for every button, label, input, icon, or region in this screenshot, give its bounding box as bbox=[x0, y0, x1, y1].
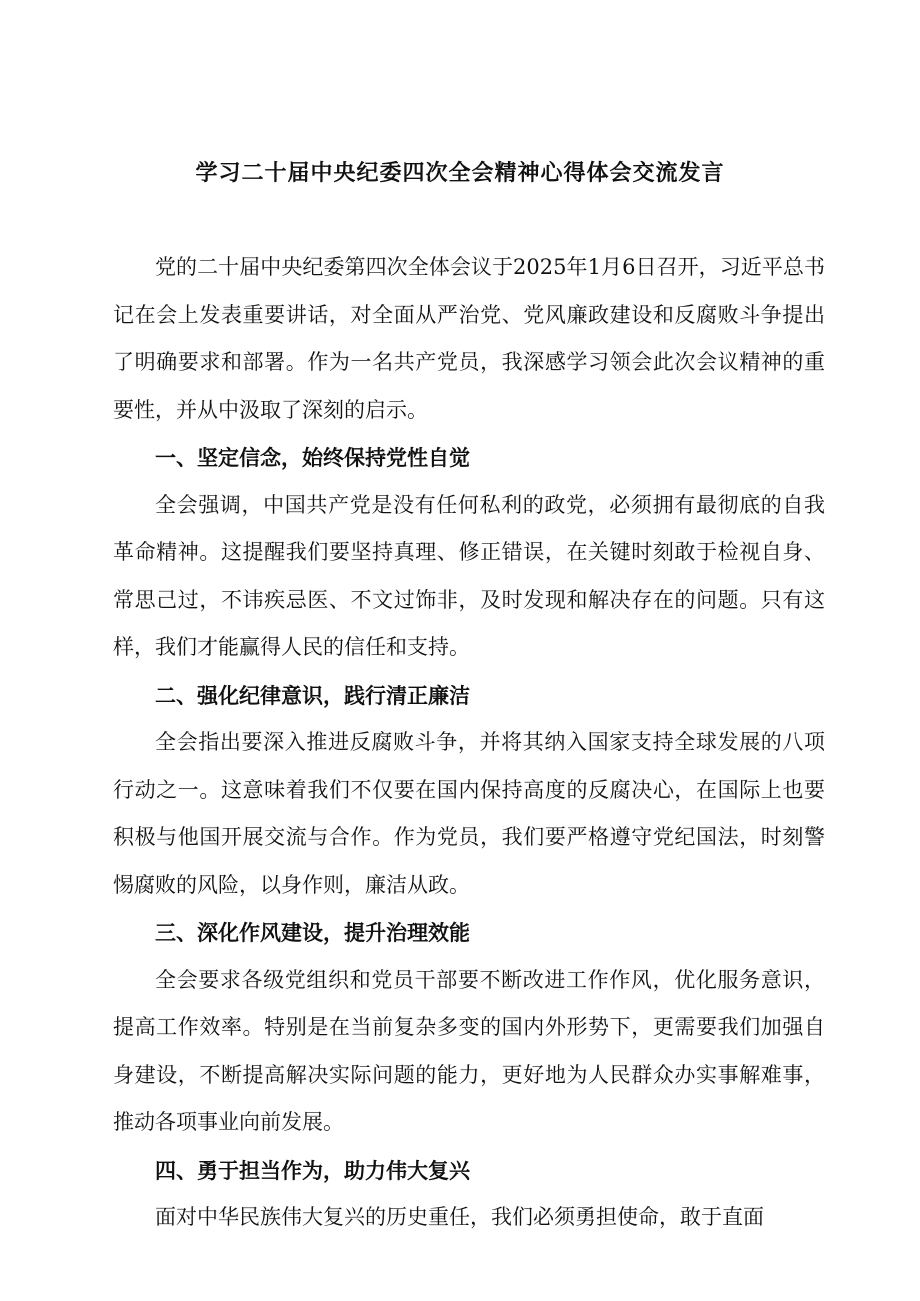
intro-paragraph: 党的二十届中央纪委第四次全体会议于2025年1月6日召开，习近平总书记在会上发表重要讲话，对全面从严治党、党风廉政建设和反腐败斗争提出了明确要求和部署。作为一名共产党员，我深感学习领会此次会议精神的重要性，并从中汲取了深刻的启示。 bbox=[113, 255, 825, 422]
section-4-heading: 四、勇于担当作为，助力伟大复兴 bbox=[155, 1157, 470, 1183]
section-1-heading: 一、坚定信念，始终保持党性自觉 bbox=[155, 445, 470, 470]
section-4-paragraph: 面对中华民族伟大复兴的历史重任，我们必须勇担使命，敢于直面 bbox=[155, 1205, 764, 1229]
section-1-paragraph: 全会强调，中国共产党是没有任何私利的政党，必须拥有最彻底的自我革命精神。这提醒我们要坚持真理、修正错误，在关键时刻敢于检视自身、常思己过，不讳疾忌医、不文过饰非，及时发现和解决存在的问题。只有这样，我们才能赢得人民的信任和支持。 bbox=[113, 492, 825, 659]
section-2-paragraph: 全会指出要深入推进反腐败斗争，并将其纳入国家支持全球发展的八项行动之一。这意味着我们不仅要在国内保持高度的反腐决心，在国际上也要积极与他国开展交流与合作。作为党员，我们要严格遵守党纪国法，时刻警惕腐败的风险，以身作则，廉洁从政。 bbox=[113, 730, 825, 897]
section-3-heading: 三、深化作风建设，提升治理效能 bbox=[155, 920, 470, 945]
section-2-heading: 二、强化纪律意识，践行清正廉洁 bbox=[155, 682, 470, 708]
document-title: 学习二十届中央纪委四次全会精神心得体会交流发言 bbox=[195, 160, 725, 186]
section-3-paragraph: 全会要求各级党组织和党员干部要不断改进工作作风，优化服务意识，提高工作效率。特别是在当前复杂多变的国内外形势下，更需要我们加强自身建设，不断提高解决实际问题的能力，更好地为人民群众办实事解难事，推动各项事业向前发展。 bbox=[113, 967, 825, 1134]
document-body bbox=[113, 244, 825, 1242]
